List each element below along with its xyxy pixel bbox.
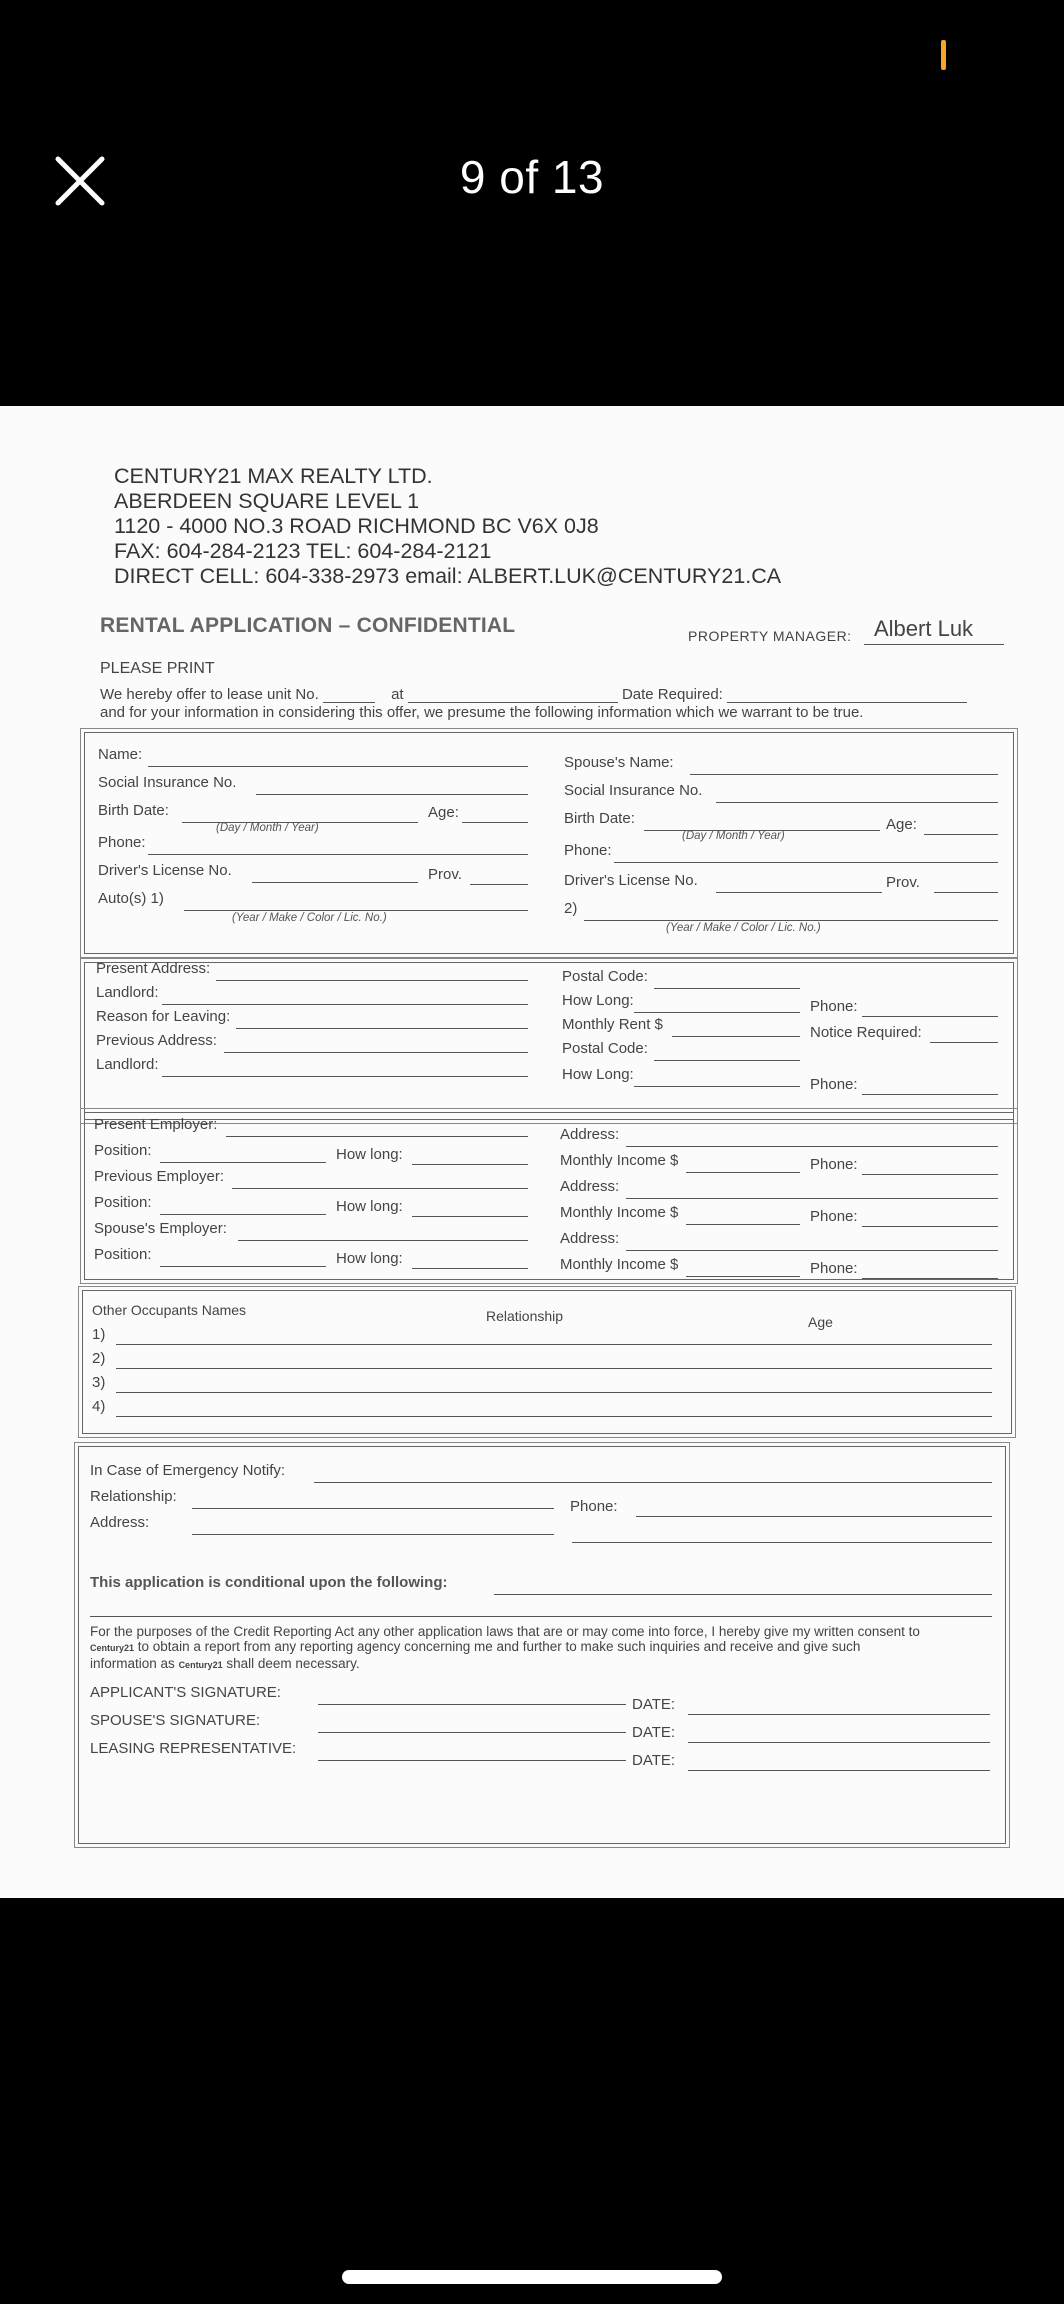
spouse-license-label: Driver's License No.	[564, 872, 698, 889]
previous-employer-line	[232, 1188, 528, 1189]
auto-label: Auto(s) 1)	[98, 890, 164, 907]
reason-line	[236, 1028, 528, 1029]
name-label: Name:	[98, 746, 143, 763]
income2-line	[686, 1224, 800, 1225]
emergency-phone-line	[636, 1516, 992, 1517]
landlord-label: Landlord:	[96, 984, 159, 1001]
emergency-relationship-label: Relationship:	[90, 1488, 177, 1505]
date1-line	[688, 1714, 990, 1715]
position2-label: Position:	[94, 1194, 152, 1211]
landlord-line	[162, 1004, 528, 1005]
name-line	[148, 766, 528, 767]
emp-address3-label: Address:	[560, 1230, 620, 1247]
landlord2-label: Landlord:	[96, 1056, 159, 1073]
unit-no-line	[323, 688, 375, 703]
how-long3-emp-label: How long:	[336, 1250, 403, 1267]
age-line	[462, 822, 528, 823]
applicant-signature-line	[318, 1704, 626, 1705]
date-required-line	[727, 688, 967, 703]
consent-brand-2: Century21	[178, 1660, 223, 1670]
date2-line	[688, 1742, 990, 1743]
age-label: Age:	[428, 804, 459, 821]
present-address-label: Present Address:	[96, 960, 211, 977]
document-page[interactable]	[0, 406, 1064, 1898]
spouse-age-label: Age:	[886, 816, 917, 833]
status-indicator	[941, 40, 946, 70]
offer-text-a: We hereby offer to lease unit No.	[100, 686, 319, 703]
spouse-name-label: Spouse's Name:	[564, 754, 674, 771]
emergency-relationship-line	[192, 1508, 554, 1509]
date3-line	[688, 1770, 990, 1771]
emp-phone1-label: Phone:	[810, 1156, 858, 1173]
spouse-employer-label: Spouse's Employer:	[94, 1220, 227, 1237]
address-section	[84, 962, 1014, 1120]
emp-phone2-label: Phone:	[810, 1208, 858, 1225]
spouse-birth-label: Birth Date:	[564, 810, 635, 827]
how-long2-emp-line	[412, 1216, 528, 1217]
how-long1-line	[412, 1164, 528, 1165]
spouse-prov-label: Prov.	[886, 874, 920, 891]
company-address2: 1120 - 4000 NO.3 ROAD RICHMOND BC V6X 0J8	[114, 514, 599, 538]
spouse-license-line	[716, 892, 882, 893]
company-direct: DIRECT CELL: 604-338-2973 email: ALBERT.LUK@CENTURY21.CA	[114, 564, 782, 588]
consent-paragraph	[90, 1624, 990, 1673]
how-long1-label: How long:	[336, 1146, 403, 1163]
how-long2-line	[634, 1086, 800, 1087]
income1-label: Monthly Income $	[560, 1152, 679, 1169]
emergency-address-line	[192, 1534, 554, 1535]
reason-label: Reason for Leaving:	[96, 1008, 231, 1025]
form-title: RENTAL APPLICATION – CONFIDENTIAL	[100, 614, 516, 637]
offer-line-1	[100, 686, 1000, 703]
emp-phone1-line	[862, 1174, 998, 1175]
emergency-address-label: Address:	[90, 1514, 150, 1531]
birth-label: Birth Date:	[98, 802, 169, 819]
previous-address-label: Previous Address:	[96, 1032, 217, 1049]
consent-line-2: to obtain a report from any reporting agency concerning me and further to make such inquiries and receive and give such	[137, 1639, 861, 1654]
spouse-phone-line	[614, 862, 998, 863]
emp-address2-label: Address:	[560, 1178, 620, 1195]
previous-employer-label: Previous Employer:	[94, 1168, 225, 1185]
license-label: Driver's License No.	[98, 862, 232, 879]
spouse-age-line	[924, 834, 998, 835]
income3-line	[686, 1276, 800, 1277]
spouse-name-line	[690, 774, 998, 775]
home-indicator[interactable]	[342, 2270, 722, 2284]
address-phone2-label: Phone:	[810, 1076, 858, 1093]
date3-label: DATE:	[632, 1752, 676, 1769]
previous-address-line	[224, 1052, 528, 1053]
income3-label: Monthly Income $	[560, 1256, 679, 1273]
postal2-label: Postal Code:	[562, 1040, 648, 1057]
notice-label: Notice Required:	[810, 1024, 922, 1041]
occupants-relationship-header: Relationship	[486, 1308, 564, 1324]
how-long2-emp-label: How long:	[336, 1198, 403, 1215]
offer-text-c: Date Required:	[621, 686, 723, 703]
conditional-line	[494, 1594, 992, 1595]
position1-line	[160, 1162, 326, 1163]
auto-line	[184, 910, 528, 911]
please-print: PLEASE PRINT	[100, 660, 215, 677]
company-header	[114, 464, 781, 589]
postal2-line	[654, 1060, 800, 1061]
prov-label: Prov.	[428, 866, 462, 883]
conditional-line-2	[90, 1616, 992, 1617]
how-long3-emp-line	[412, 1268, 528, 1269]
sin-label: Social Insurance No.	[98, 774, 237, 791]
emergency-label: In Case of Emergency Notify:	[90, 1462, 286, 1479]
occupant-line-3	[116, 1392, 992, 1393]
company-address1: ABERDEEN SQUARE LEVEL 1	[114, 489, 420, 513]
how-long2-label: How Long:	[562, 1066, 634, 1083]
postal-label: Postal Code:	[562, 968, 648, 985]
consent-line-3a: information as	[90, 1656, 175, 1671]
at-line	[408, 688, 618, 703]
company-fax-tel: FAX: 604-284-2123 TEL: 604-284-2121	[114, 539, 492, 563]
auto-hint: (Year / Make / Color / Lic. No.)	[232, 912, 387, 924]
how-long-label: How Long:	[562, 992, 634, 1009]
company-name: CENTURY21 MAX REALTY LTD.	[114, 464, 433, 488]
position3-line	[160, 1266, 326, 1267]
spouse-employer-line	[238, 1240, 528, 1241]
emp-address1-line	[626, 1146, 998, 1147]
offer-text-b: at	[391, 686, 404, 703]
emergency-address-line-2	[572, 1542, 992, 1543]
present-address-line	[216, 980, 528, 981]
present-employer-label: Present Employer:	[94, 1116, 218, 1133]
date1-label: DATE:	[632, 1696, 676, 1713]
leasing-rep-label: LEASING REPRESENTATIVE:	[90, 1740, 297, 1757]
emp-address1-label: Address:	[560, 1126, 620, 1143]
conditional-label: This application is conditional upon the following:	[90, 1574, 448, 1591]
income1-line	[686, 1172, 800, 1173]
license-line	[252, 882, 418, 883]
phone-line	[148, 854, 528, 855]
spouse-phone-label: Phone:	[564, 842, 612, 859]
position1-label: Position:	[94, 1142, 152, 1159]
emergency-phone-label: Phone:	[570, 1498, 618, 1515]
emergency-line	[314, 1482, 992, 1483]
occupant-row-1: 1)	[92, 1326, 106, 1343]
property-manager-label: PROPERTY MANAGER:	[688, 628, 852, 644]
property-manager-value: Albert Luk	[864, 616, 1004, 645]
spouse-signature-label: SPOUSE'S SIGNATURE:	[90, 1712, 261, 1729]
spouse-auto-hint: (Year / Make / Color / Lic. No.)	[666, 922, 821, 934]
emp-phone2-line	[862, 1226, 998, 1227]
spouse-sin-line	[716, 802, 998, 803]
spouse-signature-line	[318, 1732, 626, 1733]
sin-line	[256, 794, 528, 795]
address-phone-line	[862, 1016, 998, 1017]
occupants-names-header: Other Occupants Names	[92, 1302, 247, 1318]
postal-line	[654, 988, 800, 989]
occupant-line-1	[116, 1344, 992, 1345]
birth-hint: (Day / Month / Year)	[216, 822, 319, 834]
present-employer-line	[226, 1136, 528, 1137]
consent-line-1: For the purposes of the Credit Reporting Act any other application laws that are or may come into force, I hereby give my written consent to	[90, 1624, 920, 1639]
emp-phone3-label: Phone:	[810, 1260, 858, 1277]
occupant-line-2	[116, 1368, 992, 1369]
consent-brand-1: Century21	[90, 1643, 135, 1653]
spouse-auto-label: 2)	[564, 900, 578, 917]
income2-label: Monthly Income $	[560, 1204, 679, 1221]
occupant-row-4: 4)	[92, 1398, 106, 1415]
emp-address3-line	[626, 1250, 998, 1251]
how-long-line	[634, 1012, 800, 1013]
notice-line	[930, 1042, 998, 1043]
landlord2-line	[162, 1076, 528, 1077]
address-phone-label: Phone:	[810, 998, 858, 1015]
rental-application-form	[0, 406, 1064, 1898]
spouse-sin-label: Social Insurance No.	[564, 782, 703, 799]
phone-label: Phone:	[98, 834, 146, 851]
offer-line-2: and for your information in considering this offer, we presume the following information which we warrant to be true.	[100, 704, 864, 721]
date2-label: DATE:	[632, 1724, 676, 1741]
address-phone2-line	[862, 1094, 998, 1095]
applicant-signature-label: APPLICANT'S SIGNATURE:	[90, 1684, 281, 1701]
occupant-row-3: 3)	[92, 1374, 106, 1391]
occupant-row-2: 2)	[92, 1350, 106, 1367]
leasing-rep-line	[318, 1760, 626, 1761]
spouse-auto-line	[584, 920, 998, 921]
position3-label: Position:	[94, 1246, 152, 1263]
rent-label: Monthly Rent $	[562, 1016, 663, 1033]
spouse-birth-hint: (Day / Month / Year)	[682, 830, 785, 842]
emp-address2-line	[626, 1198, 998, 1199]
consent-line-3b: shall deem necessary.	[226, 1656, 360, 1671]
employment-section	[84, 1112, 1014, 1280]
occupant-line-4	[116, 1416, 992, 1417]
page-counter: 9 of 13	[459, 151, 605, 203]
rent-line	[672, 1036, 800, 1037]
position2-line	[160, 1214, 326, 1215]
emp-phone3-line	[862, 1278, 998, 1279]
spouse-prov-line	[934, 892, 998, 893]
prov-line	[470, 884, 528, 885]
occupants-age-header: Age	[808, 1314, 833, 1330]
